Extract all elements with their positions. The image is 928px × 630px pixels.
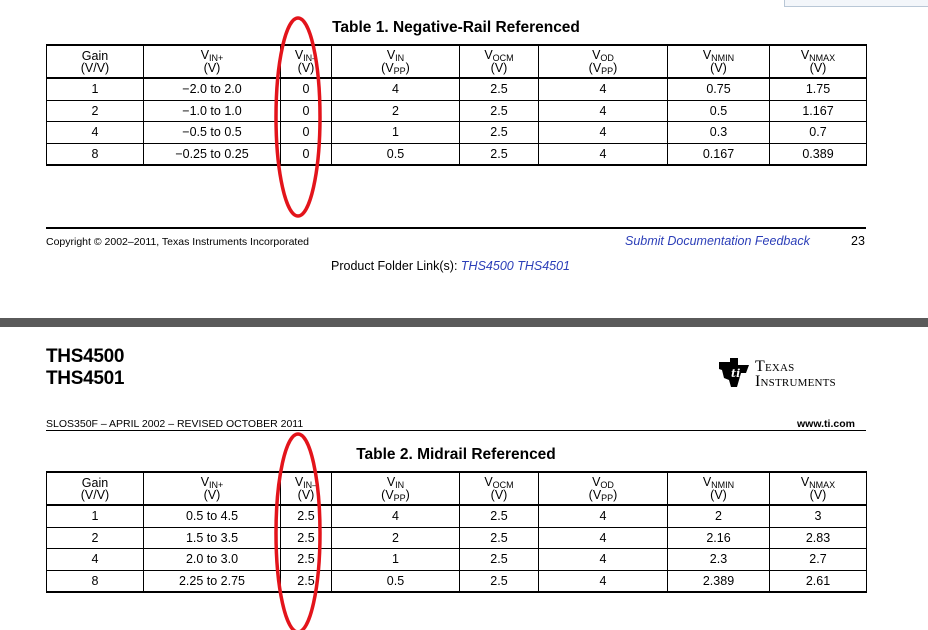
cell-vnmax: 2.7 xyxy=(770,549,867,571)
column-header-vin-minus: VIN– (V) xyxy=(281,45,332,78)
table1-body xyxy=(47,78,867,165)
logo-text-instruments: Instruments xyxy=(755,373,836,390)
table1-title: Table 1. Negative-Rail Referenced xyxy=(332,19,580,36)
cell-vod: 4 xyxy=(539,570,668,592)
cell-vin: 4 xyxy=(332,78,460,100)
table-row xyxy=(47,527,867,549)
cell-vocm: 2.5 xyxy=(460,570,539,592)
table-row xyxy=(47,122,867,144)
cell-vnmin: 0.3 xyxy=(668,122,770,144)
column-header-vocm: VOCM (V) xyxy=(460,472,539,505)
product-folder-link[interactable]: THS4500 THS4501 xyxy=(460,259,571,273)
cell-vnmax: 1.75 xyxy=(770,78,867,100)
cell-vin-plus: −1.0 to 1.0 xyxy=(144,100,281,122)
cell-vin-plus: −0.5 to 0.5 xyxy=(144,122,281,144)
cell-vnmax: 0.389 xyxy=(770,143,867,165)
page2-header-rule xyxy=(46,430,866,431)
column-header-vocm: VOCM (V) xyxy=(460,45,539,78)
logo-text-texas: Texas xyxy=(755,358,795,375)
cell-vod: 4 xyxy=(539,143,668,165)
cell-vin: 4 xyxy=(332,505,460,527)
annotation-oval-1 xyxy=(272,14,324,220)
cell-vin-plus: 0.5 to 4.5 xyxy=(144,505,281,527)
cell-vocm: 2.5 xyxy=(460,527,539,549)
cell-gain: 8 xyxy=(47,570,144,592)
cell-vin-minus: 2.5 xyxy=(281,570,332,592)
cell-vocm: 2.5 xyxy=(460,78,539,100)
cell-vnmax: 3 xyxy=(770,505,867,527)
cell-vnmax: 0.7 xyxy=(770,122,867,144)
column-header-vin: VIN (VPP) xyxy=(332,472,460,505)
cell-vin-minus: 0 xyxy=(281,122,332,144)
doc-title-line2: THS4501 xyxy=(46,368,125,389)
cell-vnmin: 0.167 xyxy=(668,143,770,165)
cell-vin: 2 xyxy=(332,527,460,549)
cell-gain: 2 xyxy=(47,527,144,549)
cell-vod: 4 xyxy=(539,122,668,144)
cell-vnmin: 0.75 xyxy=(668,78,770,100)
table2-header-row xyxy=(47,472,867,505)
table1-header-row xyxy=(47,45,867,78)
column-header-gain: Gain (V/V) xyxy=(47,45,144,78)
cell-gain: 1 xyxy=(47,78,144,100)
column-header-vnmin: VNMIN (V) xyxy=(668,45,770,78)
column-header-vod: VOD (VPP) xyxy=(539,472,668,505)
cell-vin-plus: 2.25 to 2.75 xyxy=(144,570,281,592)
column-header-vnmax: VNMAX (V) xyxy=(770,472,867,505)
viewer-top-panel xyxy=(784,0,928,7)
cell-vin: 0.5 xyxy=(332,143,460,165)
table2-body xyxy=(47,505,867,592)
cell-vin: 2 xyxy=(332,100,460,122)
cell-vin-minus: 0 xyxy=(281,143,332,165)
table-row xyxy=(47,570,867,592)
cell-vin-plus: 1.5 to 3.5 xyxy=(144,527,281,549)
submit-feedback-link[interactable]: Submit Documentation Feedback xyxy=(625,234,810,248)
annotation-oval-2 xyxy=(272,430,324,630)
cell-vnmax: 2.83 xyxy=(770,527,867,549)
cell-vnmax: 1.167 xyxy=(770,100,867,122)
cell-vocm: 2.5 xyxy=(460,143,539,165)
table2 xyxy=(46,471,867,593)
cell-vin-minus: 2.5 xyxy=(281,549,332,571)
product-folder-label: Product Folder Link(s): xyxy=(331,259,461,273)
cell-vin-minus: 0 xyxy=(281,100,332,122)
cell-gain: 2 xyxy=(47,100,144,122)
doc-title-line1: THS4500 xyxy=(46,346,125,367)
column-header-vod: VOD (VPP) xyxy=(539,45,668,78)
copyright-text: Copyright © 2002–2011, Texas Instruments Incorporated xyxy=(46,236,310,248)
table1 xyxy=(46,44,867,166)
column-header-vnmin: VNMIN (V) xyxy=(668,472,770,505)
page1-footer-rule xyxy=(46,227,866,229)
page-separator xyxy=(0,318,928,327)
cell-gain: 4 xyxy=(47,122,144,144)
cell-vnmin: 2.389 xyxy=(668,570,770,592)
ti-logo xyxy=(716,354,868,394)
cell-vin: 0.5 xyxy=(332,570,460,592)
cell-vod: 4 xyxy=(539,549,668,571)
cell-vod: 4 xyxy=(539,527,668,549)
cell-vocm: 2.5 xyxy=(460,549,539,571)
cell-vin-minus: 0 xyxy=(281,78,332,100)
product-folder-line xyxy=(331,259,570,273)
website-link[interactable]: www.ti.com xyxy=(797,418,855,430)
ti-logo-icon xyxy=(716,356,752,390)
column-header-vin: VIN (VPP) xyxy=(332,45,460,78)
cell-vnmin: 2.16 xyxy=(668,527,770,549)
column-header-vin-plus: VIN+ (V) xyxy=(144,45,281,78)
cell-vod: 4 xyxy=(539,100,668,122)
cell-vin: 1 xyxy=(332,549,460,571)
table-row xyxy=(47,78,867,100)
table-row xyxy=(47,100,867,122)
cell-vin-plus: −2.0 to 2.0 xyxy=(144,78,281,100)
column-header-gain: Gain (V/V) xyxy=(47,472,144,505)
table2-title: Table 2. Midrail Referenced xyxy=(356,446,556,463)
cell-gain: 8 xyxy=(47,143,144,165)
table-row xyxy=(47,143,867,165)
table-row xyxy=(47,549,867,571)
svg-text:ti: ti xyxy=(731,367,741,380)
table-row xyxy=(47,505,867,527)
cell-vin-minus: 2.5 xyxy=(281,527,332,549)
column-header-vin-plus: VIN+ (V) xyxy=(144,472,281,505)
page-number: 23 xyxy=(851,234,865,248)
cell-vocm: 2.5 xyxy=(460,122,539,144)
cell-vnmin: 0.5 xyxy=(668,100,770,122)
cell-vocm: 2.5 xyxy=(460,100,539,122)
cell-vin-plus: 2.0 to 3.0 xyxy=(144,549,281,571)
cell-gain: 1 xyxy=(47,505,144,527)
cell-gain: 4 xyxy=(47,549,144,571)
cell-vnmax: 2.61 xyxy=(770,570,867,592)
doc-number: SLOS350F – APRIL 2002 – REVISED OCTOBER 2011 xyxy=(46,418,304,430)
cell-vnmin: 2.3 xyxy=(668,549,770,571)
cell-vin-minus: 2.5 xyxy=(281,505,332,527)
cell-vocm: 2.5 xyxy=(460,505,539,527)
column-header-vnmax: VNMAX (V) xyxy=(770,45,867,78)
cell-vod: 4 xyxy=(539,505,668,527)
cell-vnmin: 2 xyxy=(668,505,770,527)
cell-vin: 1 xyxy=(332,122,460,144)
column-header-vin-minus: VIN– (V) xyxy=(281,472,332,505)
cell-vin-plus: −0.25 to 0.25 xyxy=(144,143,281,165)
cell-vod: 4 xyxy=(539,78,668,100)
